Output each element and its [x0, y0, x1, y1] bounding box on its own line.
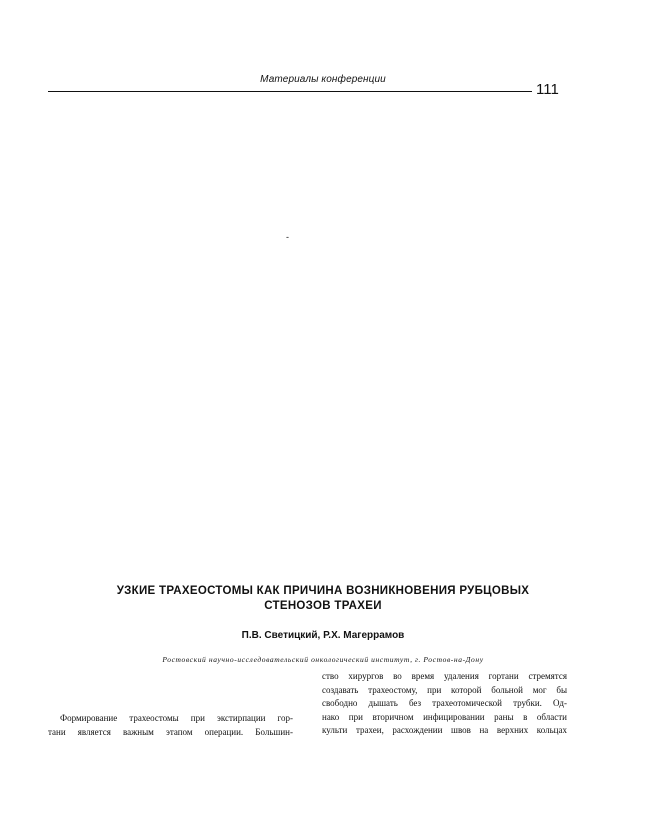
body-line: создавать трахеостому, при которой больной мог бы: [322, 684, 567, 695]
header-rule: [48, 91, 532, 92]
body-line: ство хирургов во время удаления гортани стремятся: [322, 671, 567, 681]
body-line: нако при вторичном инфицировании раны в области: [322, 711, 567, 722]
article-title-line: УЗКИЕ ТРАХЕОСТОМЫ КАК ПРИЧИНА ВОЗНИКНОВЕНИЯ РУБЦОВЫХ: [116, 585, 530, 597]
body-column-left: [48, 712, 293, 739]
article-title-line: СТЕНОЗОВ ТРАХЕИ: [264, 600, 382, 612]
page-number: 111: [536, 81, 559, 98]
authors: П.В. Светицкий, Р.Х. Магеррамов: [241, 630, 405, 641]
running-header: Материалы конференции: [260, 74, 386, 85]
body-column-right: [322, 670, 567, 738]
body-line: культи трахеи, расхождении швов на верхних кольцах: [322, 725, 567, 735]
body-line: Формирование трахеостомы при экстирпации гор-: [60, 713, 293, 723]
stray-mark: -: [286, 232, 289, 242]
body-line: тани является важным этапом операции. Большин-: [48, 726, 293, 737]
article-title: [0, 584, 646, 614]
affiliation: Ростовский научно-исследовательский онкологический институт, г. Ростов-на-Дону: [162, 655, 484, 664]
body-line: свободно дышать без трахеотомической трубки. Од-: [322, 698, 567, 708]
